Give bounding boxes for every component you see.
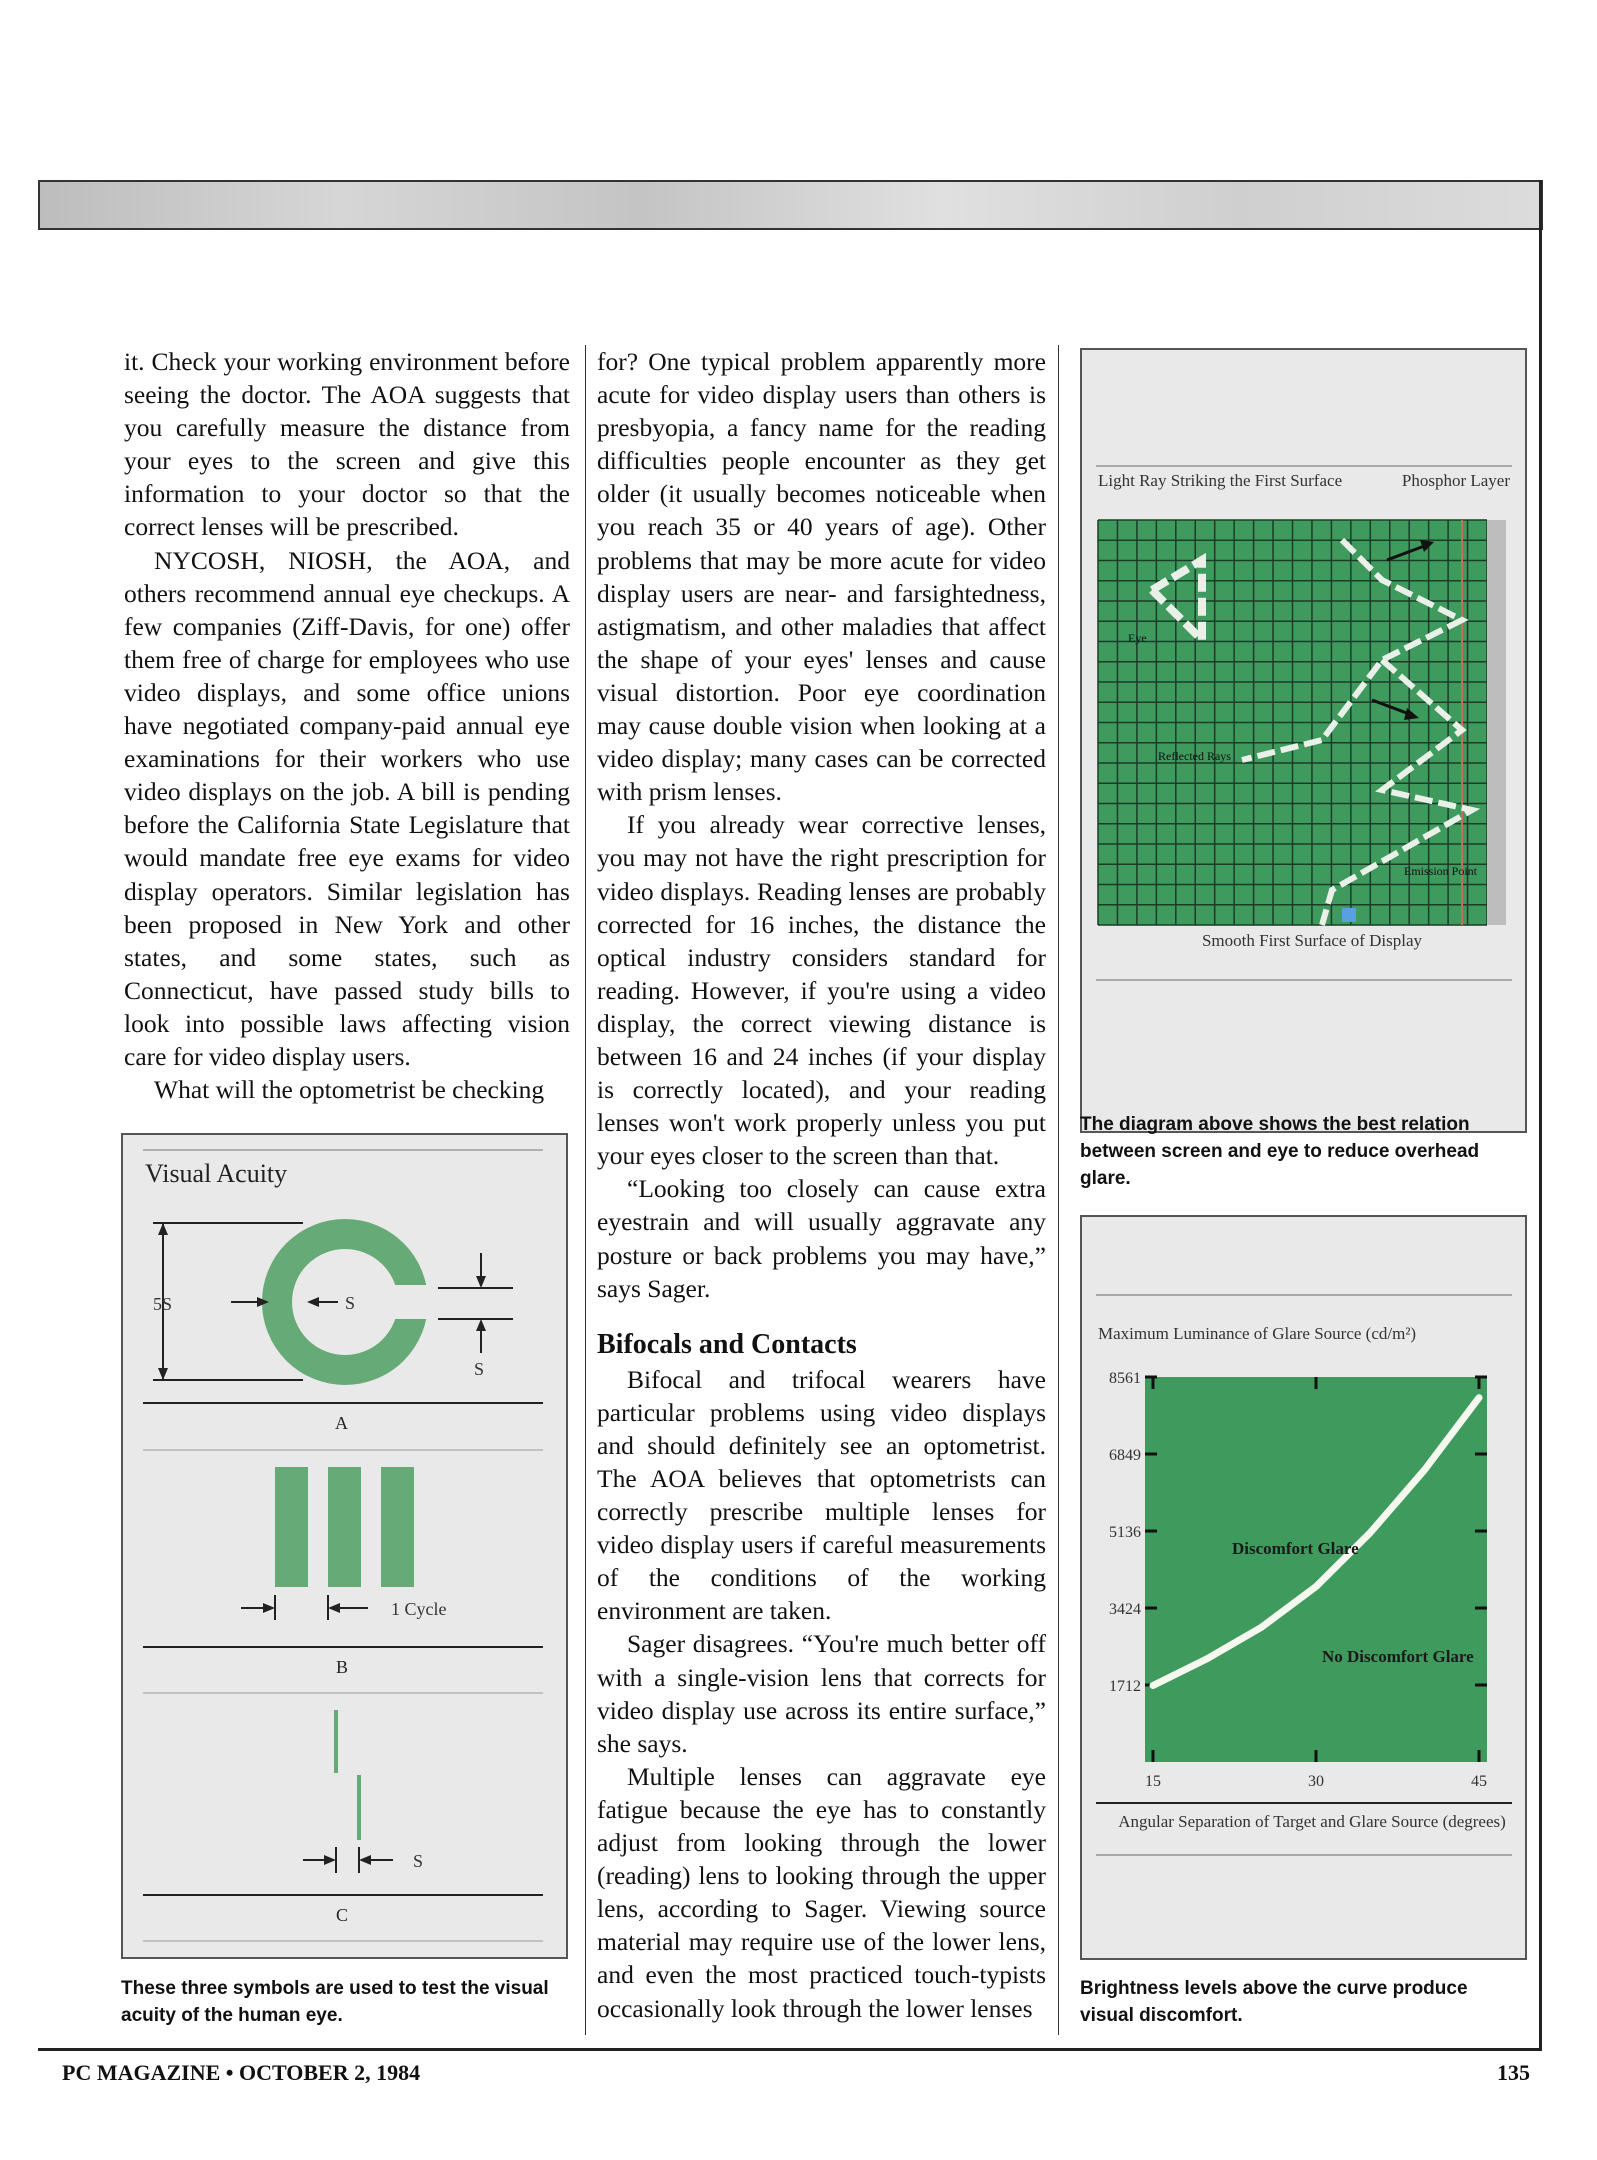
footer-rule (38, 2048, 1542, 2051)
grating-bar (275, 1467, 308, 1587)
glare-diagram (1082, 350, 1525, 1131)
label-5s: 5S (153, 1294, 173, 1314)
glare-luminance-chart (1082, 1217, 1525, 1958)
paragraph: for? One typical problem apparently more acute for video display users than others is presbyopia, a fancy name for the reading difficulties people encounter as they get older (it usually becomes noticeable when you reach 35 or 40 years of age). Other problems that may be more acute for video display users are near- and farsightedness, astigmatism, and other maladies that affect the shape of your eyes' lenses and cause visual distortion. Poor eye coordination may cause double vision when looking at a video display; many cases can be corrected with prism lenses. (597, 347, 1046, 807)
page-frame-right (1539, 180, 1542, 2050)
paragraph: Multiple lenses can aggravate eye fatigue because the eye has to constantly adjust from looking through the lower (reading) lens to looking through the upper lens, according to Sager. Viewing source material may require use of the lower lens, and even the most practiced touch-typists occasionally look through the lower lenses (597, 1761, 1046, 2023)
glare-chart-figure (1080, 1215, 1527, 1960)
label-reflected: Reflected Rays (1158, 749, 1231, 763)
paragraph: What will the optometrist be checking (154, 1075, 545, 1105)
paragraph: Sager disagrees. “You're much better off with a single-vision lens that corrects for video display use across its entire surface,” she says. (597, 1629, 1046, 1758)
figure-caption: The diagram above shows the best relation between screen and eye to reduce overhead glare. (1080, 1114, 1480, 1189)
visual-acuity-diagram (123, 1135, 566, 1957)
figure-caption: These three symbols are used to test the visual acuity of the human eye. (121, 1978, 549, 2026)
section-heading: Bifocals and Contacts (597, 1328, 857, 1360)
paragraph: “Looking too closely can cause extra eyestrain and will usually aggravate any posture or back problems you may have,” says Sager. (597, 1174, 1046, 1303)
glare-diagram-figure (1080, 348, 1527, 1133)
y-tick-label: 3424 (1109, 1601, 1141, 1619)
label-s: S (474, 1359, 485, 1379)
paragraph: If you already wear corrective lenses, you may not have the right prescription for video displays. Reading lenses are probably corrected for 16 inches, the distance the optical industry considers standard for reading. However, if you're using a video display, the correct viewing distance is between 16 and 24 inches (if your display is correctly located), and your reading lenses won't work properly unless you put your eyes closer to the screen than that. (597, 810, 1046, 1171)
x-tick-label: 45 (1471, 1773, 1487, 1790)
column-divider (1058, 345, 1059, 2035)
y-tick-label: 1712 (1109, 1678, 1141, 1696)
paragraph: Bifocal and trifocal wearers have particular problems using video displays and should definitely see an optometrist. The AOA believes that optometrists can correctly prescribe multiple lenses for video display users if careful measurements of the conditions of the working environment are taken. (597, 1364, 1046, 1626)
label-cycle: 1 Cycle (391, 1599, 447, 1619)
label-s: S (413, 1851, 424, 1871)
grating-bar (381, 1467, 414, 1587)
x-tick-label: 30 (1308, 1773, 1324, 1790)
page-number: 135 (1497, 2060, 1530, 2085)
paragraph: NYCOSH, NIOSH, the AOA, and others recommend annual eye checkups. A few companies (Ziff-Davis, for one) offer them free of charge for employees who use video displays, and some office unions have negotiated company-paid annual eye examinations for their workers who use video displays on the job. A bill is pending before the California State Legislature that would mandate free eye exams for video display operators. Similar legislation has been proposed in New York and other states, and some states, such as Connecticut, have passed study bills to look into possible laws affecting vision care for video display users. (124, 545, 570, 1071)
y-tick-label: 6849 (1109, 1446, 1141, 1464)
label-s: S (345, 1293, 356, 1313)
article-column-1 (124, 345, 570, 1106)
label-emission: Emission Point (1404, 864, 1478, 878)
chart-xlabel: Angular Separation of Target and Glare Source (degrees) (1118, 1812, 1506, 1831)
header-band (38, 180, 1543, 230)
label-light-ray-text: Light Ray Striking the First Surface (1098, 471, 1343, 490)
label-b: B (336, 1657, 349, 1677)
x-tick-label: 15 (1145, 1773, 1161, 1790)
figure-title: Visual Acuity (145, 1159, 288, 1188)
y-tick-label: 5136 (1109, 1524, 1141, 1542)
paragraph: it. Check your working environment before seeing the doctor. The AOA suggests that you carefully measure the distance from your eyes to the screen and give this information to your doctor so that the correct lenses will be prescribed. (124, 347, 570, 542)
label-phosphor: Phosphor Layer (1401, 471, 1510, 490)
footer-publication: PC MAGAZINE • OCTOBER 2, 1984 (62, 2060, 421, 2085)
grating-bar (328, 1467, 361, 1587)
visual-acuity-figure (121, 1133, 568, 1959)
column-divider (585, 345, 586, 2035)
label-light-ray (1098, 471, 1342, 490)
label-eye: Eye (1128, 631, 1147, 645)
label-a: A (335, 1413, 348, 1433)
chart-ylabel: Maximum Luminance of Glare Source (cd/m²) (1098, 1324, 1417, 1343)
label-smooth: Smooth First Surface of Display (1201, 931, 1423, 950)
label-c: C (336, 1905, 349, 1925)
region-label-no-discomfort: No Discomfort Glare (1322, 1647, 1474, 1666)
chart-plot-area (1145, 1377, 1487, 1762)
figure-caption: Brightness levels above the curve produce visual discomfort. (1080, 1978, 1468, 2026)
article-column-2 (597, 345, 1046, 2025)
landolt-c-icon (277, 1234, 438, 1370)
region-label-discomfort: Discomfort Glare (1232, 1539, 1359, 1558)
y-tick-label: 8561 (1109, 1370, 1141, 1387)
